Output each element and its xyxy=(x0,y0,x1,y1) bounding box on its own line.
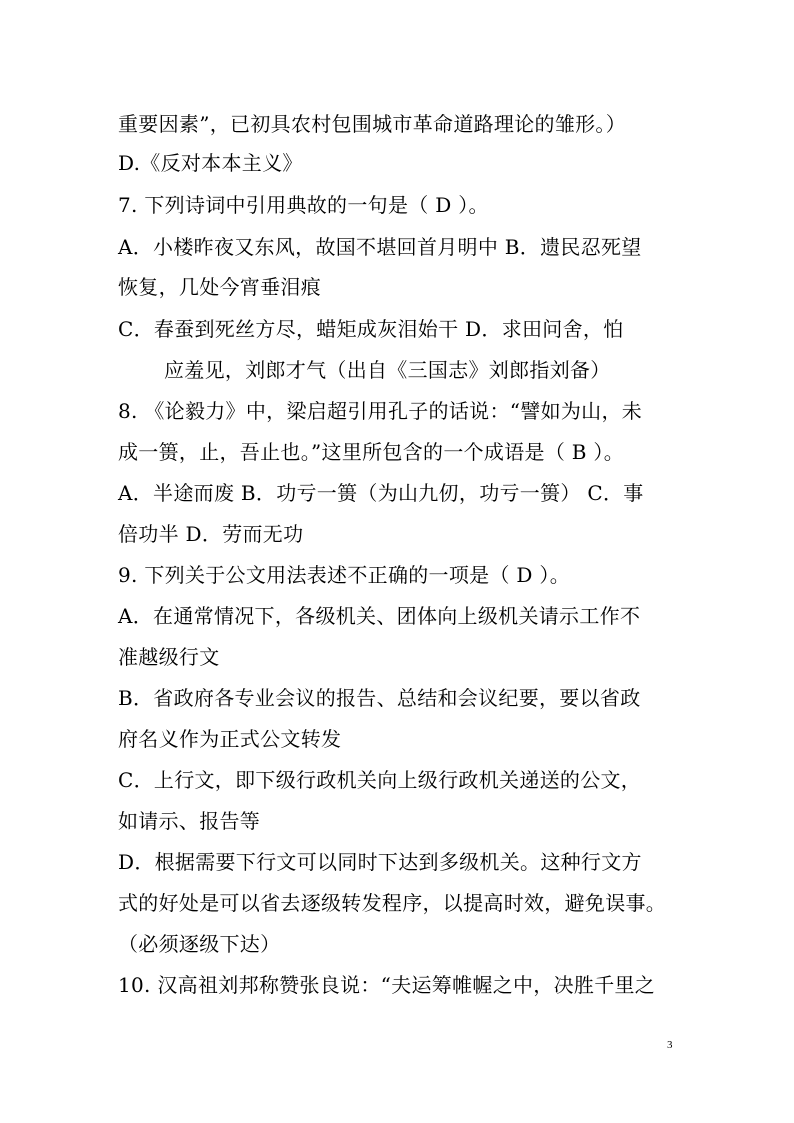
text-line: 10. 汉高祖刘邦称赞张良说：“夫运筹帷幄之中，决胜千里之 xyxy=(118,973,656,997)
text-line: A．小楼昨夜又东风，故国不堪回首月明中 B．遗民忍死望 xyxy=(118,235,642,259)
text-line: A．在通常情况下，各级机关、团体向上级机关请示工作不 xyxy=(118,604,641,628)
text-line: B．省政府各专业会议的报告、总结和会议纪要，要以省政 xyxy=(118,686,641,710)
text-line: （必须逐级下达） xyxy=(118,932,281,956)
page-number: 3 xyxy=(667,1039,673,1051)
text-line: C．上行文，即下级行政机关向上级行政机关递送的公文， xyxy=(118,768,642,792)
text-line: 应羞见，刘郎才气（出自《三国志》刘郎指刘备） xyxy=(164,358,611,382)
text-line: A．半途而废 B．功亏一篑（为山九仞，功亏一篑） C．事 xyxy=(118,481,644,505)
text-line: 成一篑，止，吾止也。”这里所包含的一个成语是（ B ）。 xyxy=(118,440,625,464)
text-line: 准越级行文 xyxy=(118,645,220,669)
text-line: 如请示、报告等 xyxy=(118,809,261,833)
text-line: 府名义作为正式公文转发 xyxy=(118,727,342,751)
text-line: 重要因素”，已初具农村包围城市革命道路理论的雏形。） xyxy=(118,112,627,136)
text-line: C．春蚕到死丝方尽，蜡矩成灰泪始干 D．求田问舍，怕 xyxy=(118,317,624,341)
text-line: D.《反对本本主义》 xyxy=(118,151,303,175)
text-line: 倍功半 D．劳而无功 xyxy=(118,522,304,546)
text-line: 8. 《论毅力》中，梁启超引用孔子的话说：“譬如为山，未 xyxy=(118,399,643,423)
text-line: D．根据需要下行文可以同时下达到多级机关。这种行文方 xyxy=(118,850,642,874)
text-line: 恢复，几处今宵垂泪痕 xyxy=(118,275,321,299)
text-line: 9. 下列关于公文用法表述不正确的一项是（ D ）。 xyxy=(118,563,570,587)
text-line: 式的好处是可以省去逐级转发程序，以提高时效，避免误事。 xyxy=(118,891,667,915)
text-line: 7. 下列诗词中引用典故的一句是（ D ）。 xyxy=(118,193,489,217)
